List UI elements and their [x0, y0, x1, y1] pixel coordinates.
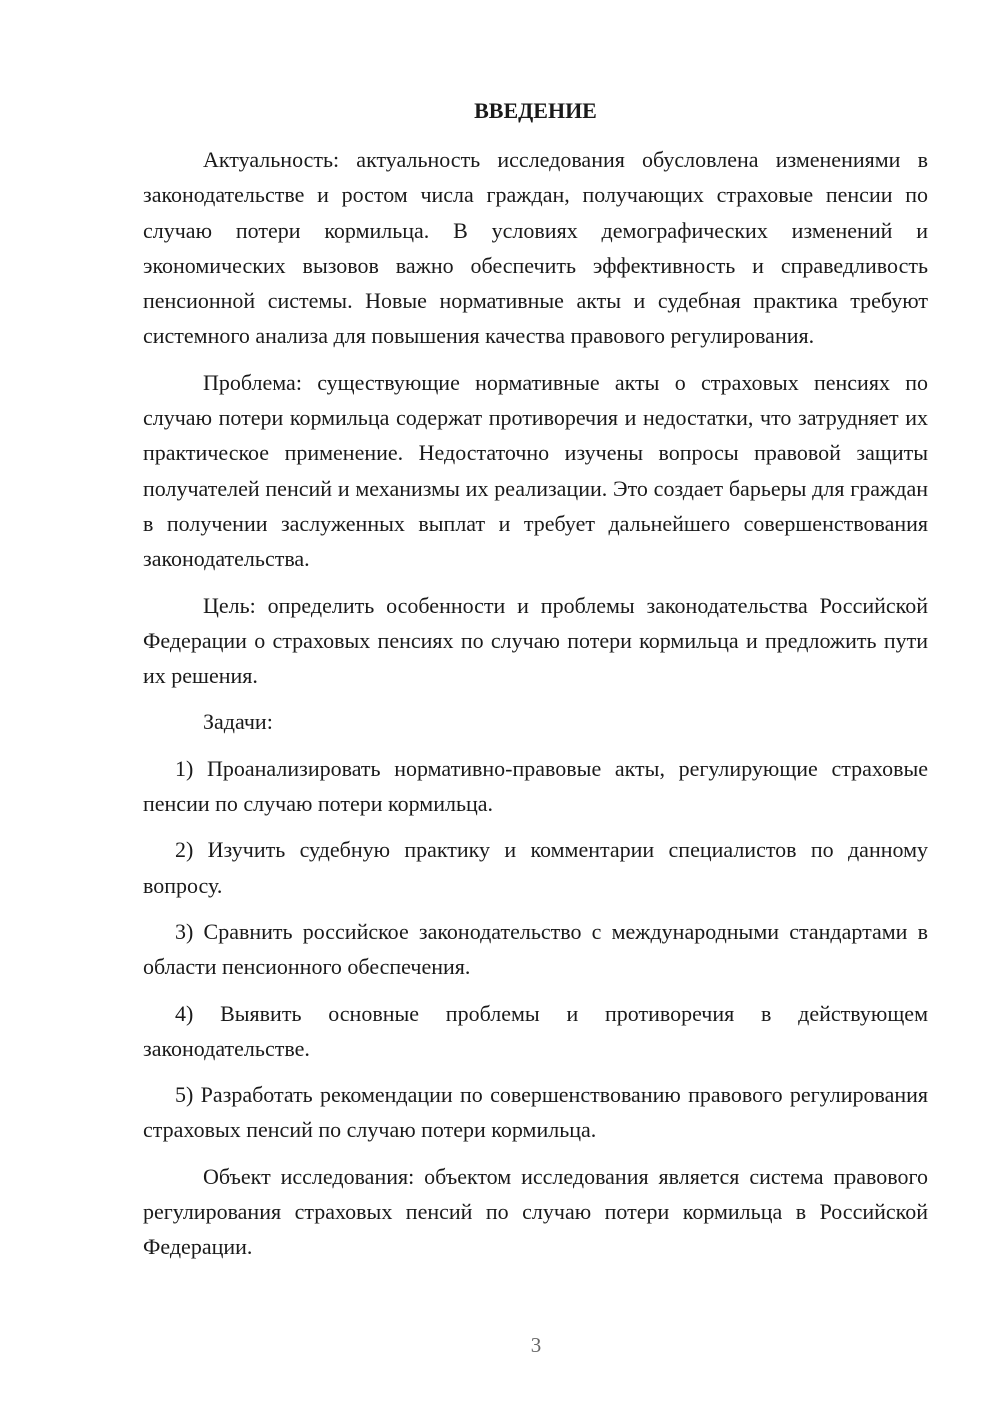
section-title: ВВЕДЕНИЕ — [474, 98, 597, 123]
page-number: 3 — [530, 1333, 542, 1357]
task-item: 4) Выявить основные проблемы и противоречия в действующем законодательстве. — [143, 1000, 928, 1061]
task-item: 2) Изучить судебную практику и комментарии специалистов по данному вопросу. — [143, 837, 928, 898]
task-item: 5) Разработать рекомендации по совершенствованию правового регулирования страховых пенсий по случаю потери кормильца. — [143, 1082, 928, 1143]
tasks-list — [143, 751, 928, 1148]
tasks-label: Задачи: — [203, 709, 273, 735]
paragraph-goal: Цель: определить особенности и проблемы законодательства Российской Федерации о страховых пенсиях по случаю потери кормильца и предложить пути их решения. — [143, 592, 928, 689]
task-item: 1) Проанализировать нормативно-правовые акты, регулирующие страховые пенсии по случаю потери кормильца. — [143, 755, 928, 817]
document-body — [143, 142, 928, 1265]
paragraph-object: Объект исследования: объектом исследования является система правового регулирования страховых пенсий по случаю потери кормильца в Российской Федерации. — [143, 1163, 928, 1260]
paragraph-relevance: Актуальность: актуальность исследования обусловлена изменениями в законодательстве и ростом числа граждан, получающих страховые пенсии по случаю потери кормильца. В условиях демографических изменений и экономических вызовов важно обеспечить эффективность и справедливость пенсионной системы. Новые нормативные акты и судебная практика требуют системного анализа для повышения качества правового регулирования. — [143, 147, 928, 349]
task-item: 3) Сравнить российское законодательство с международными стандартами в области пенсионного обеспечения. — [143, 918, 928, 980]
paragraph-problem: Проблема: существующие нормативные акты о страховых пенсиях по случаю потери кормильца содержат противоречия и недостатки, что затрудняет их практическое применение. Недостаточно изучены вопросы правовой защиты получателей пенсий и механизмы их реализации. Это создает барьеры для граждан в получении заслуженных выплат и требует дальнейшего совершенствования законодательства. — [143, 369, 928, 572]
